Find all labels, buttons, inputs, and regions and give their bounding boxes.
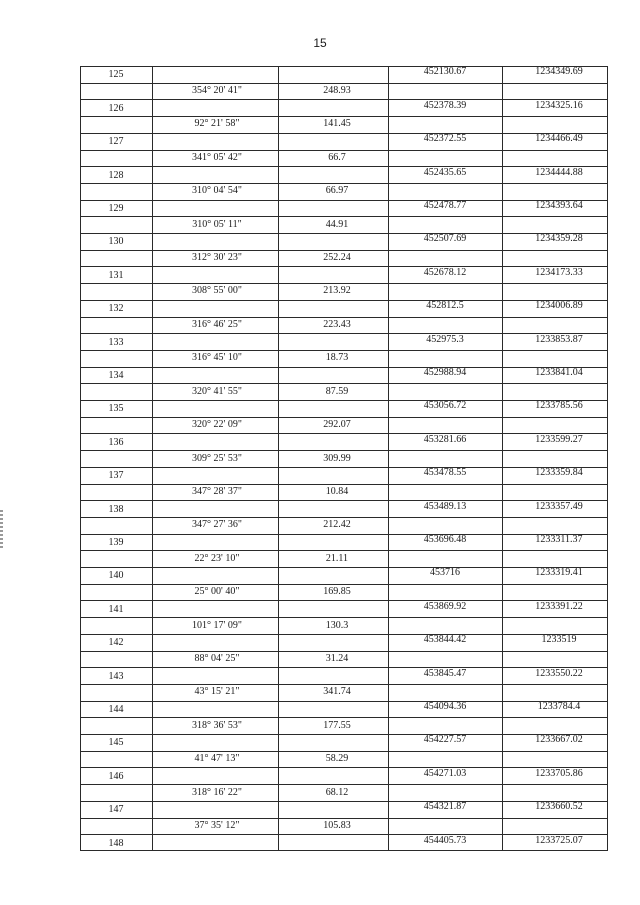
point-number: 132 bbox=[108, 303, 124, 315]
row-divider-coords bbox=[388, 751, 608, 752]
row-divider-segment bbox=[152, 818, 388, 819]
row-divider-point bbox=[80, 450, 152, 451]
point-number: 143 bbox=[108, 670, 124, 682]
easting-value: 1234325.16 bbox=[535, 99, 583, 111]
easting-value: 1233725.07 bbox=[535, 834, 583, 846]
row-divider-point bbox=[80, 99, 152, 100]
distance-value: 130.3 bbox=[325, 619, 349, 631]
northing-value: 452678.12 bbox=[423, 266, 467, 278]
row-divider-point bbox=[80, 584, 152, 585]
row-divider-segment bbox=[152, 183, 388, 184]
row-divider-point bbox=[80, 317, 152, 318]
row-divider-point bbox=[80, 734, 152, 735]
bearing-value: 318° 36' 53" bbox=[192, 719, 242, 731]
point-number: 140 bbox=[108, 570, 124, 582]
point-number: 130 bbox=[108, 236, 124, 248]
bearing-value: 318° 16' 22" bbox=[192, 786, 242, 798]
row-divider-point bbox=[80, 300, 152, 301]
row-divider-point bbox=[80, 333, 152, 334]
easting-value: 1233311.37 bbox=[535, 534, 583, 545]
easting-value: 1233550.22 bbox=[535, 667, 583, 679]
easting-value: 1233784.4 bbox=[537, 701, 581, 713]
easting-value: 1234006.89 bbox=[535, 300, 583, 312]
easting-value: 1233660.52 bbox=[535, 801, 583, 813]
row-divider-point bbox=[80, 784, 152, 785]
row-divider-segment bbox=[152, 534, 388, 535]
point-number: 129 bbox=[108, 202, 124, 214]
row-divider-segment bbox=[152, 266, 388, 267]
row-divider-point bbox=[80, 266, 152, 267]
easting-value: 1234349.69 bbox=[535, 66, 583, 78]
row-divider-point bbox=[80, 801, 152, 802]
row-divider-segment bbox=[152, 684, 388, 685]
row-divider-point bbox=[80, 517, 152, 518]
easting-value: 1234359.28 bbox=[535, 233, 583, 245]
row-divider-segment bbox=[152, 550, 388, 551]
row-divider-coords bbox=[388, 550, 608, 551]
row-divider-coords bbox=[388, 651, 608, 652]
point-number: 133 bbox=[108, 336, 124, 348]
northing-value: 453716 bbox=[430, 567, 460, 579]
row-divider-point bbox=[80, 767, 152, 768]
row-divider-segment bbox=[152, 651, 388, 652]
row-divider-point bbox=[80, 651, 152, 652]
northing-value: 452130.67 bbox=[423, 66, 467, 78]
row-divider-coords bbox=[388, 350, 608, 351]
distance-value: 341.74 bbox=[323, 686, 351, 698]
point-number: 125 bbox=[108, 69, 124, 81]
row-divider-segment bbox=[152, 617, 388, 618]
row-divider-segment bbox=[152, 584, 388, 585]
northing-value: 453845.47 bbox=[423, 667, 467, 679]
row-divider-segment bbox=[152, 667, 388, 668]
northing-value: 453281.66 bbox=[423, 433, 467, 445]
distance-value: 58.29 bbox=[325, 753, 349, 765]
northing-value: 453056.72 bbox=[423, 400, 467, 412]
distance-value: 212.42 bbox=[323, 519, 351, 531]
point-number: 145 bbox=[108, 737, 124, 749]
row-divider-segment bbox=[152, 300, 388, 301]
easting-value: 1234173.33 bbox=[535, 266, 583, 278]
page-number: 15 bbox=[313, 36, 327, 50]
row-divider-coords bbox=[388, 717, 608, 718]
bearing-value: 347° 28' 37" bbox=[192, 485, 242, 497]
row-divider-coords bbox=[388, 818, 608, 819]
row-divider-point bbox=[80, 834, 152, 835]
easting-value: 1233519 bbox=[541, 634, 577, 646]
northing-value: 454271.03 bbox=[423, 767, 467, 779]
distance-value: 141.45 bbox=[323, 118, 351, 130]
row-divider-point bbox=[80, 684, 152, 685]
distance-value: 309.99 bbox=[323, 452, 351, 464]
bearing-value: 43° 15' 21" bbox=[194, 686, 240, 698]
row-divider-segment bbox=[152, 166, 388, 167]
row-divider-point bbox=[80, 417, 152, 418]
northing-value: 454227.57 bbox=[423, 734, 467, 746]
bearing-value: 310° 05' 11" bbox=[192, 218, 242, 230]
row-divider-point bbox=[80, 500, 152, 501]
row-divider-segment bbox=[152, 250, 388, 251]
row-divider-coords bbox=[388, 617, 608, 618]
northing-value: 452507.69 bbox=[423, 233, 467, 245]
row-divider-point bbox=[80, 534, 152, 535]
coordinate-table bbox=[80, 66, 608, 851]
point-number: 134 bbox=[108, 369, 124, 381]
distance-value: 213.92 bbox=[323, 285, 351, 297]
distance-value: 223.43 bbox=[323, 318, 351, 330]
row-divider-point bbox=[80, 367, 152, 368]
easting-value: 1233705.86 bbox=[535, 767, 583, 779]
row-divider-segment bbox=[152, 517, 388, 518]
distance-value: 87.59 bbox=[325, 385, 349, 397]
row-divider-segment bbox=[152, 350, 388, 351]
bearing-value: 310° 04' 54" bbox=[192, 185, 242, 197]
row-divider-point bbox=[80, 83, 152, 84]
row-divider-coords bbox=[388, 283, 608, 284]
row-divider-coords bbox=[388, 183, 608, 184]
row-divider-point bbox=[80, 150, 152, 151]
row-divider-point bbox=[80, 600, 152, 601]
row-divider-coords bbox=[388, 450, 608, 451]
row-divider-segment bbox=[152, 751, 388, 752]
row-divider-segment bbox=[152, 383, 388, 384]
bearing-value: 88° 04' 25" bbox=[194, 652, 240, 664]
northing-value: 452378.39 bbox=[423, 99, 467, 111]
row-divider-point bbox=[80, 133, 152, 134]
row-divider-point bbox=[80, 818, 152, 819]
point-number: 141 bbox=[108, 603, 124, 615]
row-divider-coords bbox=[388, 383, 608, 384]
row-divider-segment bbox=[152, 283, 388, 284]
bearing-value: 341° 05' 42" bbox=[192, 151, 242, 163]
northing-value: 452372.55 bbox=[423, 133, 467, 145]
distance-value: 21.11 bbox=[325, 552, 349, 564]
row-divider-segment bbox=[152, 717, 388, 718]
northing-value: 453489.13 bbox=[423, 500, 467, 512]
bearing-value: 354° 20' 41" bbox=[192, 85, 242, 97]
distance-value: 66.7 bbox=[328, 151, 346, 163]
row-divider-segment bbox=[152, 150, 388, 151]
bearing-value: 316° 45' 10" bbox=[192, 352, 242, 364]
row-divider-segment bbox=[152, 734, 388, 735]
northing-value: 452812.5 bbox=[426, 300, 464, 312]
point-number: 131 bbox=[108, 269, 124, 281]
point-number: 139 bbox=[108, 537, 124, 548]
easting-value: 1233319.41 bbox=[535, 567, 583, 579]
row-divider-segment bbox=[152, 484, 388, 485]
point-number: 146 bbox=[108, 770, 124, 782]
northing-value: 453869.92 bbox=[423, 600, 467, 612]
row-divider-coords bbox=[388, 517, 608, 518]
row-divider-point bbox=[80, 250, 152, 251]
easting-value: 1233357.49 bbox=[535, 500, 583, 512]
row-divider-point bbox=[80, 233, 152, 234]
point-number: 136 bbox=[108, 436, 124, 448]
point-number: 148 bbox=[108, 837, 124, 849]
row-divider-coords bbox=[388, 317, 608, 318]
distance-value: 105.83 bbox=[323, 819, 351, 831]
distance-value: 66.97 bbox=[325, 185, 349, 197]
distance-value: 252.24 bbox=[323, 252, 351, 264]
row-divider-segment bbox=[152, 567, 388, 568]
bearing-value: 25° 00' 40" bbox=[194, 586, 240, 598]
row-divider-coords bbox=[388, 417, 608, 418]
distance-value: 169.85 bbox=[323, 586, 351, 598]
easting-value: 1233785.56 bbox=[535, 400, 583, 412]
distance-value: 44.91 bbox=[325, 218, 349, 230]
distance-value: 18.73 bbox=[325, 352, 349, 364]
northing-value: 453696.48 bbox=[423, 534, 467, 545]
row-divider-point bbox=[80, 550, 152, 551]
easting-value: 1233391.22 bbox=[535, 600, 583, 612]
distance-value: 68.12 bbox=[325, 786, 349, 798]
row-divider-segment bbox=[152, 433, 388, 434]
point-number: 137 bbox=[108, 470, 124, 482]
row-divider-coords bbox=[388, 250, 608, 251]
point-number: 128 bbox=[108, 169, 124, 181]
row-divider-point bbox=[80, 383, 152, 384]
easting-value: 1234466.49 bbox=[535, 133, 583, 145]
bearing-value: 101° 17' 09" bbox=[192, 619, 242, 631]
row-divider-point bbox=[80, 717, 152, 718]
row-divider-segment bbox=[152, 467, 388, 468]
bearing-value: 316° 46' 25" bbox=[192, 318, 242, 330]
row-divider-segment bbox=[152, 133, 388, 134]
northing-value: 452988.94 bbox=[423, 366, 467, 378]
row-divider-coords bbox=[388, 684, 608, 685]
distance-value: 177.55 bbox=[323, 719, 351, 731]
row-divider-segment bbox=[152, 600, 388, 601]
row-divider-point bbox=[80, 751, 152, 752]
easting-value: 1234393.64 bbox=[535, 199, 583, 211]
bearing-value: 308° 55' 00" bbox=[192, 285, 242, 297]
row-divider-segment bbox=[152, 450, 388, 451]
distance-value: 292.07 bbox=[323, 419, 351, 431]
row-divider-segment bbox=[152, 500, 388, 501]
bearing-value: 41° 47' 13" bbox=[194, 753, 240, 765]
point-number: 135 bbox=[108, 403, 124, 415]
bearing-value: 92° 21' 58" bbox=[194, 118, 240, 130]
easting-value: 1234444.88 bbox=[535, 166, 583, 178]
row-divider-segment bbox=[152, 767, 388, 768]
row-divider-point bbox=[80, 183, 152, 184]
row-divider-segment bbox=[152, 200, 388, 201]
easting-value: 1233853.87 bbox=[535, 333, 583, 345]
northing-value: 454321.87 bbox=[423, 801, 467, 813]
row-divider-segment bbox=[152, 367, 388, 368]
row-divider-coords bbox=[388, 584, 608, 585]
bearing-value: 320° 41' 55" bbox=[192, 385, 242, 397]
easting-value: 1233667.02 bbox=[535, 734, 583, 746]
row-divider-point bbox=[80, 433, 152, 434]
row-divider-point bbox=[80, 484, 152, 485]
point-number: 147 bbox=[108, 804, 124, 816]
row-divider-point bbox=[80, 701, 152, 702]
table-border-bottom bbox=[80, 850, 608, 851]
row-divider-coords bbox=[388, 83, 608, 84]
northing-value: 452975.3 bbox=[426, 333, 464, 345]
row-divider-segment bbox=[152, 634, 388, 635]
row-divider-segment bbox=[152, 701, 388, 702]
row-divider-segment bbox=[152, 116, 388, 117]
row-divider-point bbox=[80, 350, 152, 351]
row-divider-point bbox=[80, 467, 152, 468]
row-divider-segment bbox=[152, 333, 388, 334]
bearing-value: 37° 35' 12" bbox=[194, 819, 240, 831]
row-divider-segment bbox=[152, 801, 388, 802]
northing-value: 454405.73 bbox=[423, 834, 467, 846]
row-divider-coords bbox=[388, 784, 608, 785]
scan-edge-mark bbox=[0, 510, 3, 550]
row-divider-point bbox=[80, 116, 152, 117]
easting-value: 1233599.27 bbox=[535, 433, 583, 445]
row-divider-segment bbox=[152, 99, 388, 100]
point-number: 126 bbox=[108, 102, 124, 114]
row-divider-point bbox=[80, 400, 152, 401]
row-divider-segment bbox=[152, 417, 388, 418]
point-number: 144 bbox=[108, 704, 124, 716]
row-divider-point bbox=[80, 667, 152, 668]
distance-value: 248.93 bbox=[323, 85, 351, 97]
row-divider-point bbox=[80, 216, 152, 217]
northing-value: 452435.65 bbox=[423, 166, 467, 178]
point-number: 127 bbox=[108, 136, 124, 148]
row-divider-segment bbox=[152, 83, 388, 84]
bearing-value: 320° 22' 09" bbox=[192, 419, 242, 431]
easting-value: 1233359.84 bbox=[535, 467, 583, 479]
northing-value: 454094.36 bbox=[423, 701, 467, 713]
easting-value: 1233841.04 bbox=[535, 366, 583, 378]
row-divider-coords bbox=[388, 116, 608, 117]
row-divider-segment bbox=[152, 400, 388, 401]
distance-value: 10.84 bbox=[325, 485, 349, 497]
row-divider-segment bbox=[152, 216, 388, 217]
row-divider-point bbox=[80, 200, 152, 201]
row-divider-point bbox=[80, 617, 152, 618]
point-number: 142 bbox=[108, 637, 124, 649]
northing-value: 453844.42 bbox=[423, 634, 467, 646]
row-divider-point bbox=[80, 283, 152, 284]
row-divider-point bbox=[80, 567, 152, 568]
point-number: 138 bbox=[108, 503, 124, 515]
northing-value: 453478.55 bbox=[423, 467, 467, 479]
distance-value: 31.24 bbox=[325, 652, 349, 664]
row-divider-segment bbox=[152, 784, 388, 785]
northing-value: 452478.77 bbox=[423, 199, 467, 211]
row-divider-segment bbox=[152, 834, 388, 835]
row-divider-segment bbox=[152, 317, 388, 318]
bearing-value: 347° 27' 36" bbox=[192, 519, 242, 531]
row-divider-coords bbox=[388, 484, 608, 485]
bearing-value: 312° 30' 23" bbox=[192, 252, 242, 264]
row-divider-segment bbox=[152, 233, 388, 234]
row-divider-point bbox=[80, 166, 152, 167]
row-divider-coords bbox=[388, 216, 608, 217]
row-divider-coords bbox=[388, 150, 608, 151]
bearing-value: 22° 23' 10" bbox=[194, 552, 240, 564]
bearing-value: 309° 25' 53" bbox=[192, 452, 242, 464]
row-divider-point bbox=[80, 634, 152, 635]
